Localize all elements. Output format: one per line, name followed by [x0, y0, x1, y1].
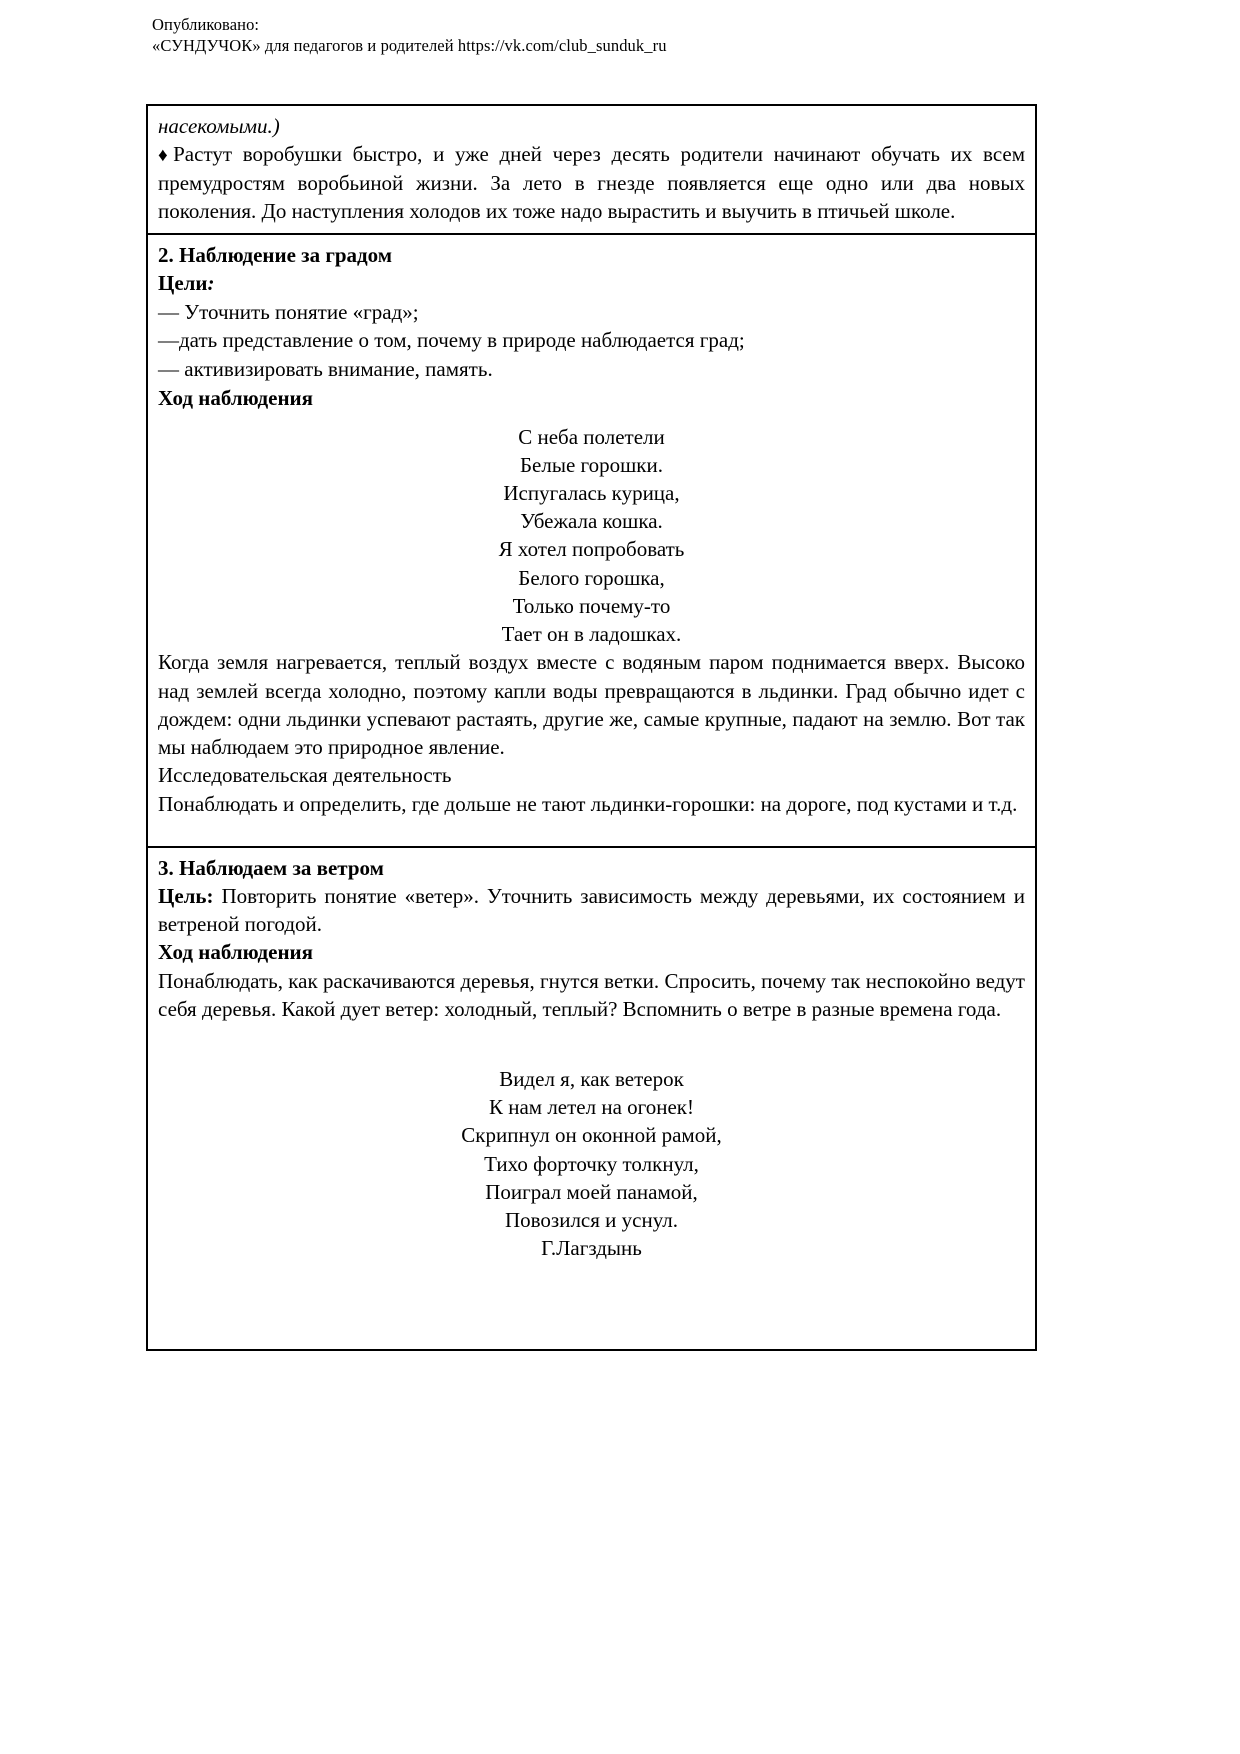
wind-poem-line-2: К нам летел на огонек! — [488, 1095, 695, 1120]
wind-bottom-spacer — [158, 1263, 1025, 1341]
hail-goals-label — [158, 269, 1025, 297]
hail-poem-line-3: Испугалась курица, — [503, 481, 680, 505]
hail-poem-line-6: Белого горошка, — [518, 565, 665, 590]
hail-goals-label-colon: : — [207, 271, 215, 296]
sparrows-continuation-line: насекомыми.) — [158, 114, 280, 138]
table-cell-wind — [148, 848, 1035, 1349]
table-cell-hail — [148, 235, 1035, 848]
wind-poem-line-1: Видел я, как ветерок — [499, 1067, 684, 1091]
wind-course-label: Ход наблюдения — [158, 940, 313, 965]
hail-poem-line-4: Убежала кошка. — [520, 509, 663, 534]
wind-poem-line-6: Повозился и уснул. — [504, 1208, 679, 1233]
header-line-source: «СУНДУЧОК» для педагогов и родителей https://vk.com/club_sunduk_ru — [152, 36, 667, 56]
hail-goal-item-2: —дать представление о том, почему в природе наблюдается град; — [158, 328, 745, 353]
hail-goal-item-1: — Уточнить понятие «град»; — [158, 299, 419, 324]
wind-poem-line-3: Скрипнул он оконной рамой, — [461, 1123, 722, 1148]
sparrows-paragraph — [158, 140, 1025, 225]
hail-explanation-paragraph: Когда земля нагревается, теплый воздух вместе с водяным паром поднимается вверх. Высоко над землей всегда холодно, поэтому капли воды превращаются в льдинки. Град обычно идет с дождем: одни льдинки успевают растаять, другие же, самые крупные, падают на землю. Вот так мы наблюдаем это природное явление. — [158, 650, 1025, 760]
hail-goal-item-3: — активизировать внимание, память. — [158, 357, 493, 382]
header-line-published: Опубликовано: — [152, 15, 260, 34]
hail-poem-line-7: Только почему-то — [512, 593, 671, 618]
section-title-wind: 3. Наблюдаем за ветром — [158, 855, 384, 880]
hail-poem-line-1: С неба полетели — [518, 424, 665, 449]
hail-goals-label-text: Цели — [158, 271, 208, 296]
hail-poem-line-5: Я хотел попробовать — [498, 537, 685, 562]
document-header — [152, 14, 1112, 57]
wind-body-paragraph: Понаблюдать, как раскачиваются деревья, гнутся ветки. Спросить, почему так неспокойно ведут себя деревья. Какой дует ветер: холодный, теплый? Вспомнить о ветре в разные времена года. — [158, 968, 1025, 1021]
hail-course-label: Ход наблюдения — [158, 386, 313, 411]
table-cell-sparrows — [148, 106, 1035, 235]
wind-goal-paragraph — [158, 882, 1025, 938]
sparrows-paragraph-text: Растут воробушки быстро, и уже дней через десять родители начинают обучать их всем премудростям воробьиной жизни. За лето в гнезде появляется еще одно или два новых поколения. До наступления холодов их тоже надо вырастить и выучить в птичьей школе. — [158, 142, 1026, 224]
hail-research-label: Исследовательская деятельность — [158, 763, 452, 788]
wind-poem-line-4: Тихо форточку толкнул, — [484, 1151, 699, 1176]
wind-poem-line-5: Поиграл моей панамой, — [485, 1179, 698, 1204]
wind-goal-text: Повторить понятие «ветер». Уточнить зависимость между деревьями, их состоянием и ветреной погодой. — [158, 883, 1025, 937]
wind-goal-label: Цель: — [158, 883, 214, 908]
content-table — [146, 104, 1037, 1351]
section-title-hail: 2. Наблюдение за градом — [158, 243, 393, 268]
hail-poem — [158, 423, 1025, 649]
hail-bottom-spacer — [158, 818, 1025, 838]
wind-poem-author: Г.Лагздынь — [541, 1236, 642, 1261]
hail-poem-line-8: Тает он в ладошках. — [501, 622, 682, 647]
hail-poem-line-2: Белые горошки. — [520, 452, 663, 477]
hail-research-paragraph: Понаблюдать и определить, где дольше не тают льдинки-горошки: на дороге, под кустами и т.д. — [158, 791, 1018, 816]
diamond-bullet-icon: ♦ — [158, 145, 174, 167]
wind-poem — [158, 1065, 1025, 1263]
